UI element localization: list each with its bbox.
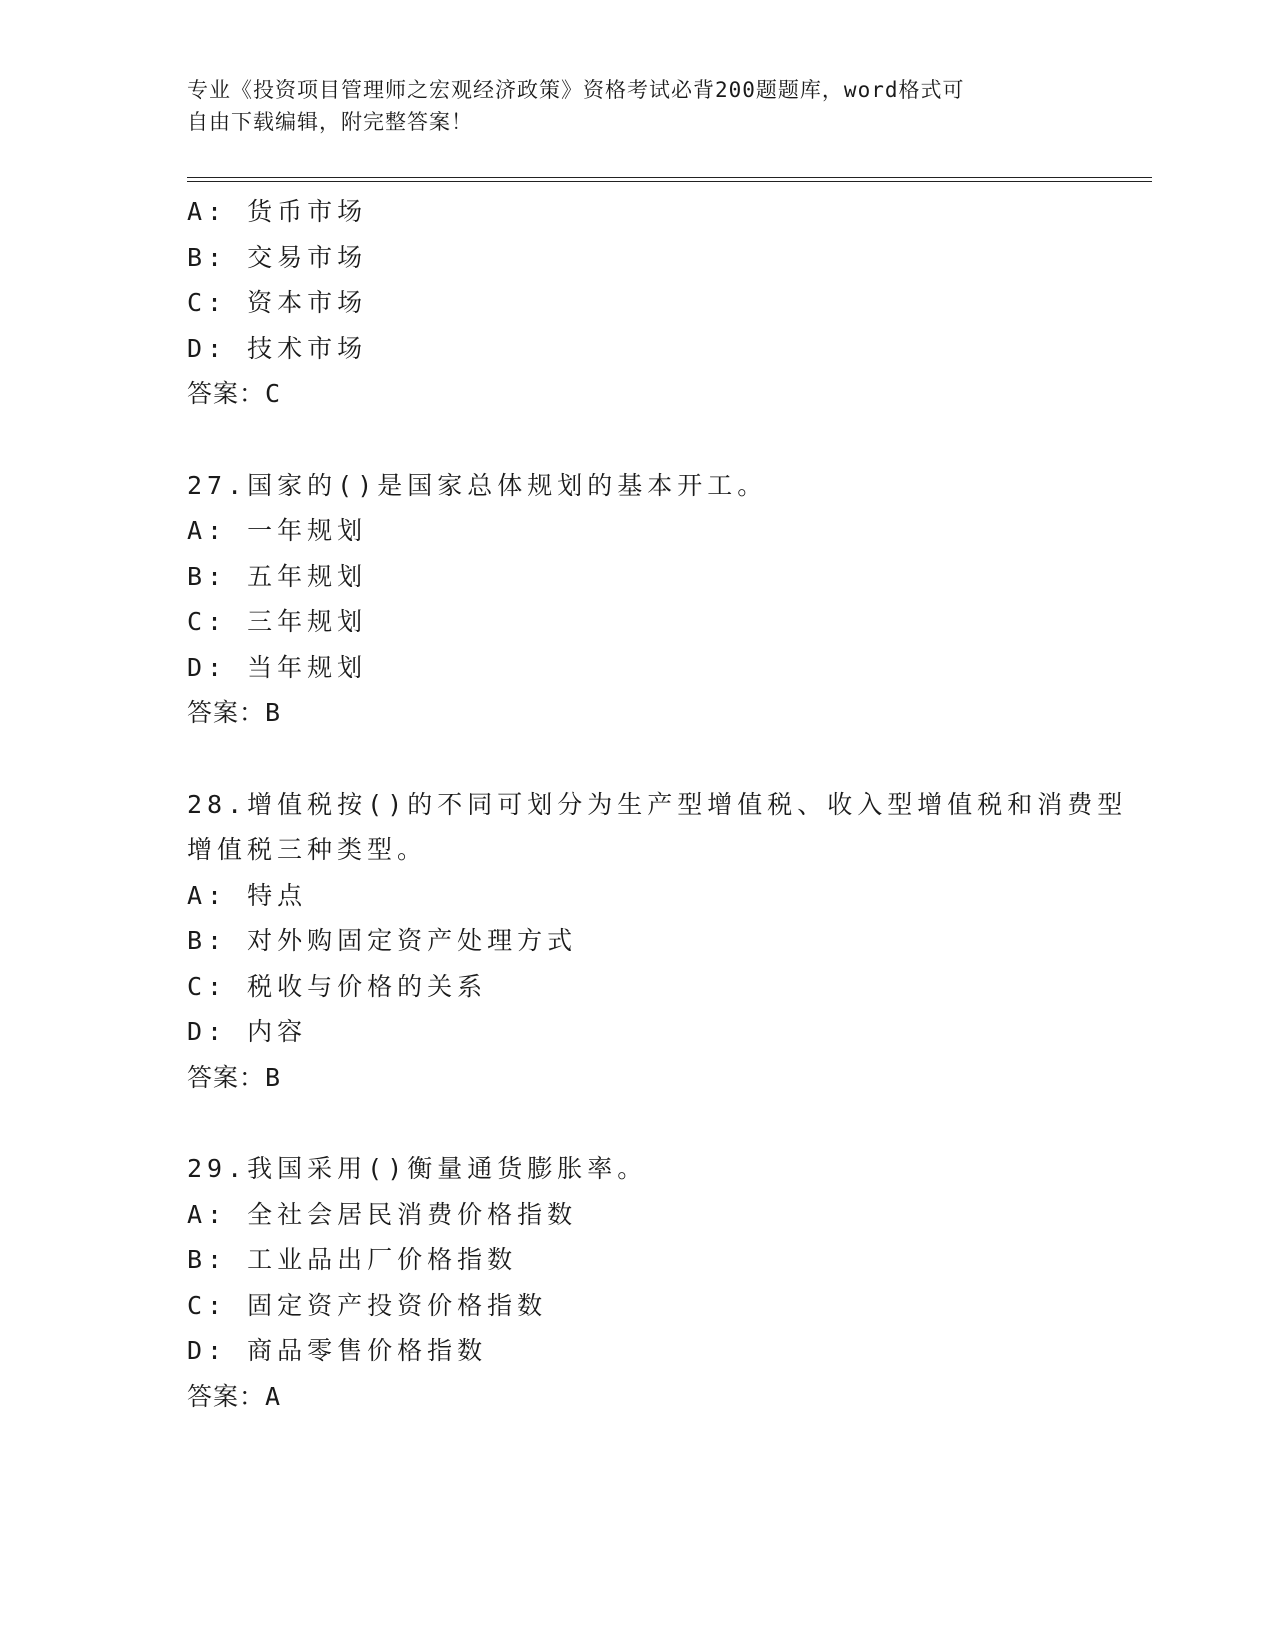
question-28 [187,782,1128,1101]
question-26 [187,189,1107,417]
option-d: D: 内容 [187,1017,308,1046]
option-a: A: 货币市场 [187,197,368,226]
option-b: B: 对外购固定资产处理方式 [187,926,578,955]
answer-line: 答案：A [187,1381,282,1411]
answer-line: 答案：B [187,698,282,727]
question-27 [187,463,1107,736]
option-c: C: 三年规划 [187,607,368,636]
header-divider-top [187,177,1152,178]
option-a: A: 特点 [187,880,308,910]
question-29 [187,1146,1107,1419]
option-c: C: 税收与价格的关系 [187,971,488,1001]
question-text-line-1: 28.增值税按()的不同可划分为生产型增值税、收入型增值税和消费型 [187,789,1128,819]
answer-line: 答案：B [187,1062,282,1092]
header-divider-bottom [187,181,1152,182]
option-b: B: 五年规划 [187,561,368,591]
question-text: 27.国家的()是国家总体规划的基本开工。 [187,470,768,500]
option-a: A: 一年规划 [187,516,368,545]
header-line-1: 专业《投资项目管理师之宏观经济政策》资格考试必背200题题库，word格式可 [187,78,965,102]
question-text-line-2: 增值税三种类型。 [187,835,428,864]
document-header [187,74,1087,138]
answer-line: 答案：C [187,379,282,408]
option-a: A: 全社会居民消费价格指数 [187,1199,578,1229]
option-c: C: 固定资产投资价格指数 [187,1290,548,1320]
option-c: C: 资本市场 [187,288,368,317]
header-line-2: 自由下载编辑，附完整答案！ [187,110,473,134]
option-b: B: 交易市场 [187,242,368,272]
question-text: 29.我国采用()衡量通货膨胀率。 [187,1154,648,1183]
question-list [187,189,1128,1419]
option-d: D: 当年规划 [187,652,368,682]
option-d: D: 商品零售价格指数 [187,1336,488,1365]
option-d: D: 技术市场 [187,333,368,363]
option-b: B: 工业品出厂价格指数 [187,1245,518,1274]
